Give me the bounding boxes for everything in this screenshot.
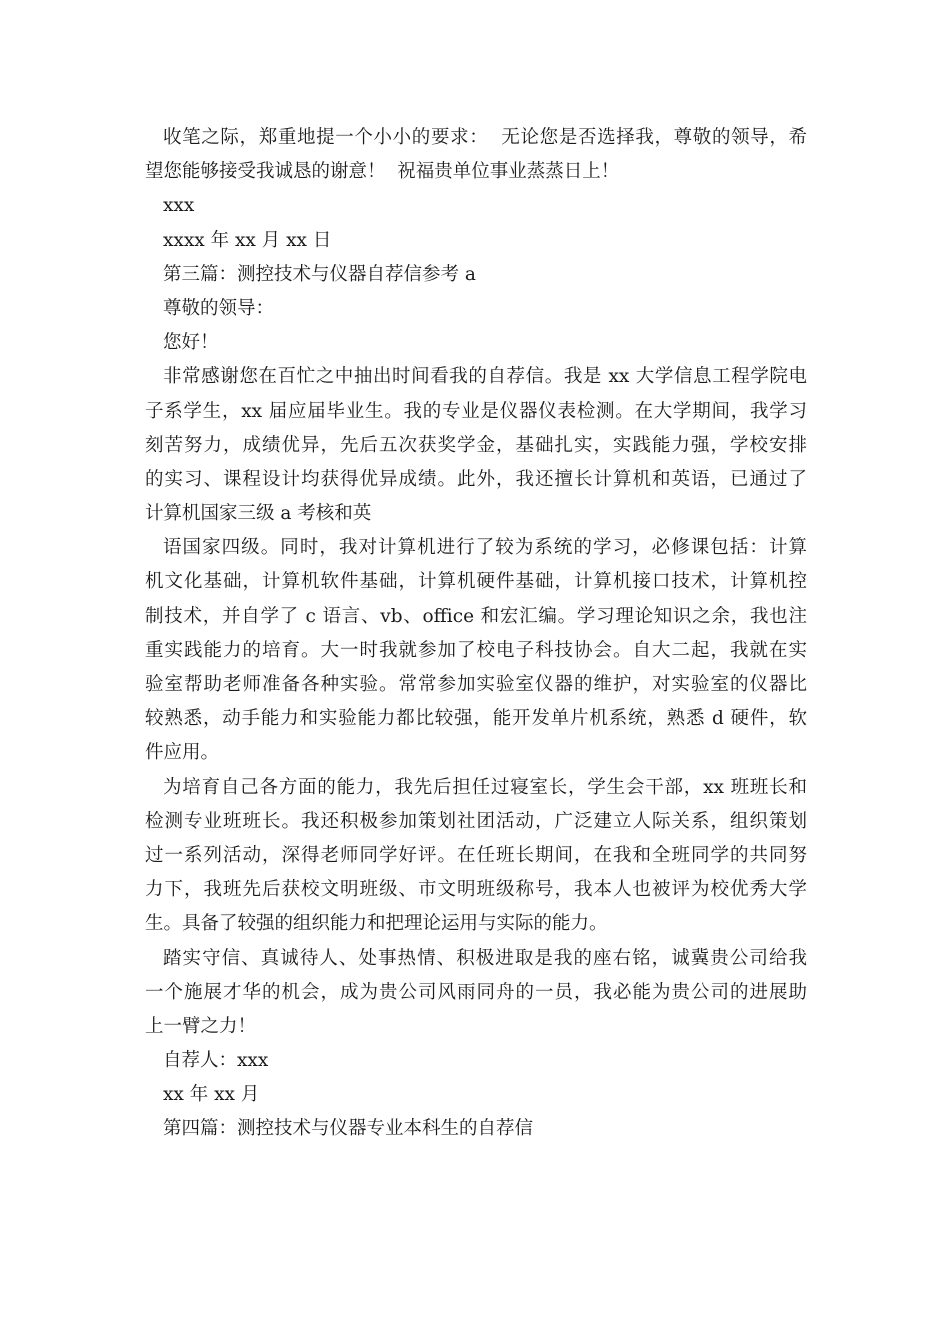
text-line: 一个施展才华的机会，成为贵公司风雨同舟的一员，我必能为贵公司的进展助 xyxy=(145,981,807,1003)
text-line: 第三篇：测控技术与仪器自荐信参考 a xyxy=(163,263,476,285)
text-line: 过一系列活动，深得老师同学好评。在任班长期间，在我和全班同学的共同努 xyxy=(145,844,807,866)
text-line: 为培育自己各方面的能力，我先后担任过寝室长，学生会干部，xx 班班长和 xyxy=(163,776,807,798)
text-line: xxxx 年 xx 月 xx 日 xyxy=(163,229,332,251)
text-line: 较熟悉，动手能力和实验能力都比较强，能开发单片机系统，熟悉 d 硬件，软 xyxy=(145,708,807,730)
text-line: 验室帮助老师准备各种实验。常常参加实验室仪器的维护，对实验室的仪器比 xyxy=(145,674,807,695)
text-line: 上一臂之力！ xyxy=(145,1015,257,1037)
text-line: 检测专业班班长。我还积极参加策划社团活动，广泛建立人际关系，组织策划 xyxy=(145,810,807,832)
text-line: xx 年 xx 月 xyxy=(163,1084,260,1106)
text-line: 第四篇：测控技术与仪器专业本科生的自荐信 xyxy=(163,1118,534,1140)
text-line: 望您能够接受我诚恳的谢意！ 祝福贵单位事业蒸蒸日上！ xyxy=(145,161,620,183)
text-line: 您好！ xyxy=(163,332,219,354)
text-line: 生。具备了较强的组织能力和把理论运用与实际的能力。 xyxy=(145,913,608,935)
text-line: xxx xyxy=(163,195,195,217)
text-line: 力下，我班先后获校文明班级、市文明班级称号，我本人也被评为校优秀大学 xyxy=(145,879,807,901)
document-body xyxy=(145,121,807,1147)
text-line: 的实习、课程设计均获得优异成绩。此外，我还擅长计算机和英语，已通过了 xyxy=(145,468,807,490)
text-line: 子系学生，xx 届应届毕业生。我的专业是仪器仪表检测。在大学期间，我学习 xyxy=(145,400,807,422)
text-line: 件应用。 xyxy=(145,742,220,764)
text-line: 自荐人：xxx xyxy=(163,1050,269,1072)
text-line: 收笔之际，郑重地提一个小小的要求： 无论您是否选择我，尊敬的领导，希 xyxy=(163,127,807,148)
text-line: 机文化基础，计算机软件基础，计算机硬件基础，计算机接口技术，计算机控 xyxy=(145,571,807,593)
text-line: 制技术，并自学了 c 语言、vb、office 和宏汇编。学习理论知识之余，我也注 xyxy=(145,605,807,627)
text-line: 重实践能力的培育。大一时我就参加了校电子科技协会。自大二起，我就在实 xyxy=(145,639,807,661)
text-line: 踏实守信、真诚待人、处事热情、积极进取是我的座右铭，诚冀贵公司给我 xyxy=(163,947,807,969)
text-line: 尊敬的领导： xyxy=(163,297,275,319)
text-line: 刻苦努力，成绩优异，先后五次获奖学金，基础扎实，实践能力强，学校安排 xyxy=(145,434,807,456)
text-line: 非常感谢您在百忙之中抽出时间看我的自荐信。我是 xx 大学信息工程学院电 xyxy=(163,366,807,388)
text-line: 计算机国家三级 a 考核和英 xyxy=(145,503,372,525)
text-line: 语国家四级。同时，我对计算机进行了较为系统的学习，必修课包括：计算 xyxy=(163,537,807,559)
